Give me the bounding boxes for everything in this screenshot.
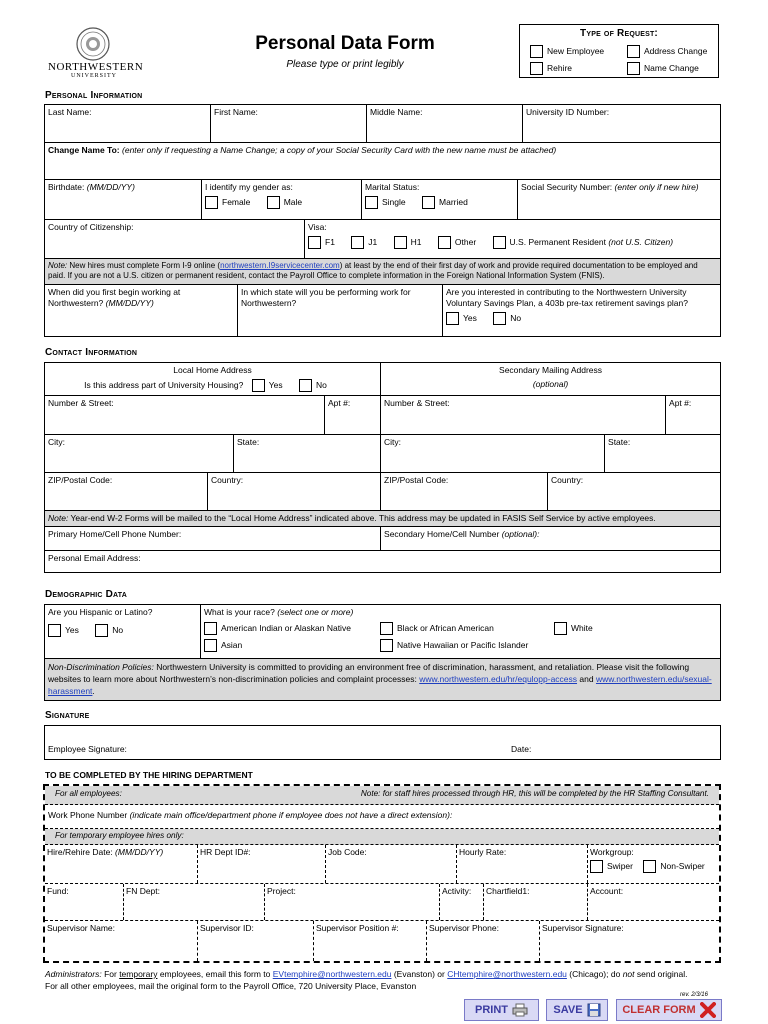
visa-permanent-option[interactable]: U.S. Permanent Resident (not U.S. Citizen)	[493, 236, 673, 249]
first-name-field[interactable]: First Name:	[211, 105, 367, 143]
university-id-field[interactable]: University ID Number:	[523, 105, 721, 143]
admin-instructions: Administrators: For temporary employees, email this form to EVtemphire@northwestern.edu (Evanston) or CHtemphire@northwestern.edu (Chicago); do not send original. For all other employees, mail the original form to the Payroll Office, 720 University Place, Evanston	[45, 969, 688, 991]
married-option[interactable]: Married	[422, 196, 468, 209]
job-code-field[interactable]: Job Code:	[326, 845, 457, 883]
permanent-resident-checkbox[interactable]	[493, 236, 506, 249]
birthdate-field[interactable]: Birthdate: (MM/DD/YY)	[45, 180, 202, 220]
female-checkbox[interactable]	[205, 196, 218, 209]
print-button[interactable]: PRINT	[464, 999, 539, 1021]
ssn-field[interactable]: Social Security Number: (enter only if new hire)	[518, 180, 721, 220]
equal-opportunity-link[interactable]: www.northwestern.edu/hr/equlopp-access	[419, 674, 578, 684]
non-swiper-checkbox[interactable]	[643, 860, 656, 873]
local-zip-field[interactable]: ZIP/Postal Code:	[45, 473, 208, 511]
workgroup-field: Workgroup: Swiper Non-Swiper	[588, 845, 719, 883]
citizenship-field[interactable]: Country of Citizenship:	[45, 220, 305, 259]
project-field[interactable]: Project:	[265, 884, 440, 920]
savings-no-checkbox[interactable]	[493, 312, 506, 325]
asian-checkbox[interactable]	[204, 639, 217, 652]
race-black-option[interactable]: Black or African American	[380, 622, 494, 635]
hr-dept-field[interactable]: HR Dept ID#:	[198, 845, 326, 883]
hispanic-no-checkbox[interactable]	[95, 624, 108, 637]
personal-section-title: Personal Information	[45, 90, 143, 101]
change-name-field[interactable]: Change Name To: (enter only if requesting a Name Change; a copy of your Social Security Card with the new name must be attached)	[45, 143, 721, 180]
supervisor-id-field[interactable]: Supervisor ID:	[198, 921, 314, 961]
fund-field[interactable]: Fund:	[45, 884, 124, 920]
savings-yes-option[interactable]: Yes	[446, 312, 477, 325]
supervisor-signature-field[interactable]: Supervisor Signature:	[542, 923, 624, 933]
marital-status-field: Marital Status: Single Married	[362, 180, 518, 220]
contact-table	[44, 362, 721, 573]
swiper-checkbox[interactable]	[590, 860, 603, 873]
secondary-zip-field[interactable]: ZIP/Postal Code:	[381, 473, 548, 511]
visa-other-option[interactable]: Other	[438, 236, 476, 249]
personal-email-field[interactable]: Personal Email Address:	[45, 551, 721, 573]
secondary-phone-field[interactable]: Secondary Home/Cell Number (optional):	[381, 527, 721, 551]
funding-row	[45, 884, 719, 921]
other-checkbox[interactable]	[438, 236, 451, 249]
hire-date-field[interactable]: Hire/Rehire Date: (MM/DD/YY)	[45, 845, 198, 883]
hiring-section-title: TO BE COMPLETED BY THE HIRING DEPARTMENT	[45, 770, 253, 780]
temp-hires-row: For temporary employee hires only:	[45, 829, 719, 845]
hire-info-row	[45, 845, 719, 884]
first-work-date-field[interactable]: When did you first begin working at Northwestern? (MM/DD/YY)	[45, 285, 238, 337]
savings-yes-checkbox[interactable]	[446, 312, 459, 325]
gender-female-option[interactable]: Female	[205, 196, 250, 209]
single-checkbox[interactable]	[365, 196, 378, 209]
seal-icon	[76, 27, 110, 61]
hiring-department-box	[43, 784, 721, 963]
ch-temphire-email-link[interactable]: CHtemphire@northwestern.edu	[447, 969, 567, 979]
fn-dept-field[interactable]: FN Dept:	[124, 884, 265, 920]
chartfield-field[interactable]: Chartfield1:	[484, 884, 588, 920]
rehire-option[interactable]: Rehire	[530, 62, 572, 75]
secondary-city-field[interactable]: City:	[381, 435, 605, 473]
demographic-section-title: Demographic Data	[45, 589, 127, 600]
gender-field: I identify my gender as: Female Male	[202, 180, 362, 220]
local-city-field[interactable]: City:	[45, 435, 234, 473]
logo-name: NORTHWESTERN	[48, 61, 144, 73]
middle-name-field[interactable]: Middle Name:	[367, 105, 523, 143]
supervisor-position-field[interactable]: Supervisor Position #:	[314, 921, 427, 961]
activity-field[interactable]: Activity:	[440, 884, 484, 920]
secondary-address-header: Secondary Mailing Address (optional)	[381, 363, 721, 396]
supervisor-row	[45, 921, 719, 961]
w2-note: Note: Year-end W-2 Forms will be mailed to the “Local Home Address” indicated above. This address may be updated in FASIS Self Service by active employees.	[45, 511, 721, 527]
page-title: Personal Data Form	[255, 33, 435, 54]
non-discrimination-note: Non-Discrimination Policies: Northwestern University is committed to providing an environment free of discrimination, harassment, and retaliation. Please visit the following websites to learn more about Northwestern’s non-discrimination policies and complaint processes: www.northwestern.edu/hr/equlopp-access and www.northwestern.edu/sexual-harassment.	[45, 659, 721, 701]
single-option[interactable]: Single	[365, 196, 406, 209]
supervisor-name-field[interactable]: Supervisor Name:	[45, 921, 198, 961]
supervisor-phone-field[interactable]: Supervisor Phone:	[427, 921, 540, 961]
housing-yes-checkbox[interactable]	[252, 379, 265, 392]
new-employee-option[interactable]: New Employee	[530, 45, 604, 58]
demographic-table	[44, 604, 721, 701]
visa-j1-option[interactable]: J1	[351, 236, 377, 249]
ev-temphire-email-link[interactable]: EVtemphire@northwestern.edu	[272, 969, 392, 979]
i9-link[interactable]: northwestern.I9servicecenter.com	[220, 261, 340, 270]
new-employee-checkbox[interactable]	[530, 45, 543, 58]
gender-male-option[interactable]: Male	[267, 196, 302, 209]
j1-checkbox[interactable]	[351, 236, 364, 249]
h1-checkbox[interactable]	[394, 236, 407, 249]
hispanic-yes-option[interactable]: Yes	[48, 624, 79, 637]
signature-section-title: Signature	[45, 710, 90, 721]
f1-checkbox[interactable]	[308, 236, 321, 249]
race-field: What is your race? (select one or more) American Indian or Alaskan Native Black or African American White Asian Native Hawaiian or Pacific Islander	[201, 605, 721, 659]
address-change-option[interactable]: Address Change	[627, 45, 707, 58]
employee-signature-field[interactable]: Employee Signature: Date:	[45, 726, 721, 760]
date-label: Date:	[511, 744, 532, 754]
male-checkbox[interactable]	[267, 196, 280, 209]
request-type-title: Type of Request:	[580, 28, 658, 39]
local-street-field[interactable]: Number & Street:	[45, 396, 325, 435]
work-start-table	[44, 284, 721, 337]
hispanic-yes-checkbox[interactable]	[48, 624, 61, 637]
primary-phone-field[interactable]: Primary Home/Cell Phone Number:	[45, 527, 381, 551]
address-change-checkbox[interactable]	[627, 45, 640, 58]
revision-date: rev. 2/3/16	[680, 992, 708, 998]
clear-x-icon	[700, 1002, 716, 1018]
save-button[interactable]: SAVE	[546, 999, 608, 1021]
hourly-rate-field[interactable]: Hourly Rate:	[457, 845, 588, 883]
account-field[interactable]: Account:	[590, 886, 624, 896]
housing-no-option[interactable]: No	[299, 379, 327, 392]
visa-h1-option[interactable]: H1	[394, 236, 422, 249]
local-country-field[interactable]: Country:	[208, 473, 381, 511]
name-change-option[interactable]: Name Change	[627, 62, 699, 75]
sexual-harassment-link[interactable]: www.northwestern.edu/sexual-harassment	[48, 674, 712, 696]
clear-form-button[interactable]: CLEAR FORM	[616, 999, 722, 1021]
university-seal	[76, 27, 110, 61]
visa-f1-option[interactable]: F1	[308, 236, 335, 249]
secondary-state-field[interactable]: State:	[605, 435, 721, 473]
savings-no-option[interactable]: No	[493, 312, 521, 325]
secondary-street-field[interactable]: Number & Street:	[381, 396, 666, 435]
secondary-country-field[interactable]: Country:	[548, 473, 721, 511]
floppy-disk-icon	[587, 1003, 601, 1017]
hispanic-no-option[interactable]: No	[95, 624, 123, 637]
race-hawaiian-option[interactable]: Native Hawaiian or Pacific Islander	[380, 639, 528, 652]
all-employees-row: For all employees: Note: for staff hires processed through HR, this will be completed by the HR Staffing Consultant.	[45, 786, 719, 805]
name-change-checkbox[interactable]	[627, 62, 640, 75]
personal-info-table-2	[44, 179, 721, 220]
secondary-apt-field[interactable]: Apt #:	[666, 396, 721, 435]
swiper-option[interactable]: Swiper	[590, 860, 633, 873]
black-checkbox[interactable]	[380, 622, 393, 635]
logo-sub: UNIVERSITY	[71, 73, 117, 79]
local-apt-field[interactable]: Apt #:	[325, 396, 381, 435]
local-address-header: Local Home Address Is this address part of University Housing? Yes No	[45, 363, 381, 396]
savings-plan-field: Are you interested in contributing to the Northwestern University Voluntary Savings Plan, a 403b pre-tax retirement savings plan? Yes No	[443, 285, 721, 337]
hispanic-field: Are you Hispanic or Latino? Yes No	[45, 605, 201, 659]
housing-no-checkbox[interactable]	[299, 379, 312, 392]
hawaiian-checkbox[interactable]	[380, 639, 393, 652]
citizenship-table	[44, 219, 721, 285]
race-asian-option[interactable]: Asian	[204, 639, 242, 652]
request-type-box	[519, 24, 719, 78]
personal-info-table	[44, 104, 721, 180]
race-white-option[interactable]: White	[554, 622, 593, 635]
work-state-field[interactable]: In which state will you be performing work for Northwestern?	[238, 285, 443, 337]
rehire-checkbox[interactable]	[530, 62, 543, 75]
i9-note: Note: New hires must complete Form I-9 online (northwestern.I9servicecenter.com) at least by the end of their first day of work and provide required documentation to be employed and paid. If you are not a U.S. citizen or permanent resident, contact the Payroll Office to complete information in the Foreign National Information System (FNIS).	[45, 259, 721, 285]
work-phone-row[interactable]: Work Phone Number (indicate main office/department phone if employee does not have a direct extension):	[45, 805, 719, 829]
housing-yes-option[interactable]: Yes	[252, 379, 283, 392]
white-checkbox[interactable]	[554, 622, 567, 635]
signature-table	[44, 725, 721, 760]
american-indian-checkbox[interactable]	[204, 622, 217, 635]
visa-field: Visa: F1 J1 H1 Other U.S. Permanent Resident (not U.S. Citizen)	[305, 220, 721, 259]
non-swiper-option[interactable]: Non-Swiper	[643, 860, 704, 873]
local-state-field[interactable]: State:	[234, 435, 381, 473]
page-subtitle: Please type or print legibly	[286, 59, 404, 70]
contact-section-title: Contact Information	[45, 347, 138, 358]
married-checkbox[interactable]	[422, 196, 435, 209]
printer-icon	[512, 1003, 528, 1017]
race-american-indian-option[interactable]: American Indian or Alaskan Native	[204, 622, 351, 635]
last-name-field[interactable]: Last Name:	[45, 105, 211, 143]
